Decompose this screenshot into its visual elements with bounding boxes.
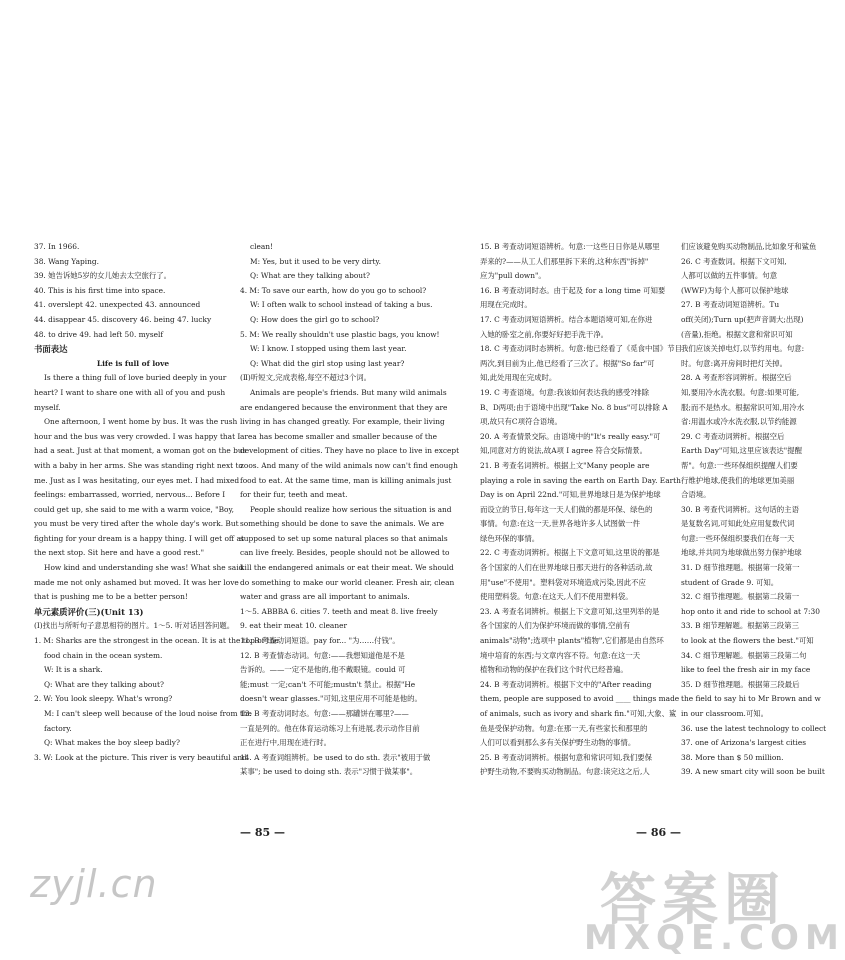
text-line: 22. C 考查动词辨析。根据上下文意可知,这里说的都是	[480, 548, 660, 558]
text-line: 27. B 考查动词短语辨析。Tu	[681, 300, 780, 310]
text-line: 9. eat their meat 10. cleaner	[240, 621, 348, 631]
text-line: 书面表达	[34, 344, 68, 355]
text-line: off(关闭);Turn up(把声音调大;出现)	[681, 314, 804, 324]
text-line: could get up, she said to me with a warm voice, "Boy,	[34, 504, 234, 514]
watermark-left: zyjl.cn	[30, 862, 158, 906]
text-line: 应为"pull down"。	[480, 271, 546, 281]
page-number-left: — 85 —	[240, 826, 285, 839]
text-line: (Ⅰ)找出与所听句子意思相符的图片。1～5. 听对话回答问题。	[34, 621, 235, 631]
text-line: (WWF)为每个人都可以保护地球	[681, 285, 789, 295]
page-86-column-2	[681, 240, 827, 820]
text-line: 23. A 考查名词辨析。根据上下文意可知,这里列举的是	[480, 606, 660, 616]
text-line: 36. use the latest technology to collect	[681, 723, 827, 733]
text-line: 39. 她告诉她5岁的女儿她去太空旅行了。	[34, 271, 172, 281]
text-line: 40. This is his first time into space.	[34, 285, 166, 295]
text-line: the next stop. Sit here and have a good rest."	[34, 548, 205, 558]
text-line: 38. More than $ 50 million.	[681, 752, 784, 762]
text-line: 37. one of Arizona's largest cities	[681, 738, 807, 748]
text-line: 服;而不是热水。根据常识可知,用冷水	[681, 402, 805, 412]
text-line: 行维护地球,使我们的地球更加美丽	[681, 475, 795, 485]
text-line: 32. C 细节推理题。根据第二段第一	[681, 592, 800, 602]
text-line: 19. C 考查语境。句意:我该如何表达我的感受?排除	[480, 387, 649, 397]
text-line: 1. M: Sharks are the strongest in the ocean. It is at the top of the	[34, 636, 279, 646]
text-line: supposed to set up some natural places so that animals	[240, 533, 448, 543]
text-line: 41. overslept 42. unexpected 43. announced	[34, 300, 201, 310]
text-line: hop onto it and ride to school at 7:30	[681, 606, 820, 616]
text-line: W: I often walk to school instead of taking a bus.	[250, 300, 433, 310]
text-line: 21. B 考查名词辨析。根据上文"Many people are	[480, 460, 650, 470]
text-line: 44. disappear 45. discovery 46. being 47. lucky	[34, 314, 212, 324]
text-line: 项,故只有C项符合语境。	[480, 417, 562, 427]
text-line: fighting for your dream is a happy thing. I will get off at	[34, 533, 244, 543]
text-line: animals"动物";选项中 plants"植物",它们都是由自然环	[480, 636, 664, 646]
text-line: 知,要用冷水洗衣服。句意:如果可能,	[681, 387, 800, 397]
text-line: living in has changed greatly. For example, their living	[240, 417, 445, 427]
text-line: 29. C 考查动词辨析。根据空后	[681, 431, 785, 441]
text-line: Q: What did the girl stop using last year?	[250, 358, 405, 368]
text-line: made me not only ashamed but moved. It was her love	[34, 577, 239, 587]
text-line: 33. B 细节理解题。根据第三段第三	[681, 621, 799, 631]
text-line: 35. D 细节推理题。根据第三段最后	[681, 679, 800, 689]
text-line: Earth Day"可知,这里应该表达"提醒	[681, 446, 802, 456]
text-line: 知,同意对方的说法,故A项 I agree 符合交际情景。	[480, 446, 648, 456]
text-line: Q: What makes the boy sleep badly?	[44, 738, 180, 748]
text-line: development of cities. They have no place to live in except	[240, 446, 460, 456]
text-line: 5. M: We really shouldn't use plastic bags, you know!	[240, 329, 440, 339]
text-line: playing a role in saving the earth on Earth Day. Earth	[480, 475, 681, 485]
text-line: 知,此处用现在完成时。	[480, 373, 557, 383]
page-85-column-2	[240, 240, 460, 820]
text-line: 而设立的节日,每年这一天人们做的都是环保、绿色的	[480, 504, 653, 514]
text-line: 39. A new smart city will soon be built	[681, 767, 825, 777]
text-line: are endangered because the environment that they are	[240, 402, 448, 412]
text-line: 4. M: To save our earth, how do you go to school?	[240, 285, 427, 295]
text-line: 时。句意:离开房间时把灯关掉。	[681, 358, 787, 368]
text-line: B、D两项;由于语境中出现"Take No. 8 bus"可以排除 A	[480, 402, 668, 412]
page-86-column-1	[480, 240, 682, 820]
text-line: 人都可以做的五件事情。句意	[681, 271, 778, 281]
page-number-right: — 86 —	[636, 826, 681, 839]
text-line: 16. B 考查动词时态。由于起及 for a long time 可知要	[480, 285, 666, 295]
text-line: 人们可以看到那么多有关保护野生动物的事情。	[480, 738, 636, 748]
text-line: them, people are supposed to avoid ____ things made	[480, 694, 680, 704]
text-line: M: Yes, but it used to be very dirty.	[250, 256, 381, 266]
text-line: 弄来的?——从工人们那里拆下来的,这种东西"拆掉"	[480, 256, 649, 266]
text-line: doesn't wear glasses."可知,这里应用不可能是他的。	[240, 694, 422, 704]
text-line: W: It is a shark.	[44, 665, 103, 675]
text-line: do something to make our world cleaner. Fresh air, clean	[240, 577, 455, 587]
text-line: 某事"; be used to doing sth. 表示"习惯于做某事"。	[240, 767, 418, 777]
watermark-right-url: MXQE.COM	[584, 918, 845, 958]
text-line: Life is full of love	[96, 358, 170, 368]
text-line: myself.	[34, 402, 61, 412]
text-line: 告诉的。——一定不是他的,他不戴眼镜。could 可	[240, 665, 406, 675]
text-line: 单元素质评价(三)(Unit 13)	[34, 606, 144, 617]
text-line: 20. A 考查情景交际。由语境中的"It's really easy."可	[480, 431, 661, 441]
text-line: area has become smaller and smaller because of the	[240, 431, 437, 441]
text-line: 使用塑料袋。句意:在这天,人们不使用塑料袋。	[480, 592, 633, 602]
text-line: 护野生动物,不要购买动物制品。句意:读完这之后,人	[480, 767, 650, 777]
text-line: that is pushing me to be a better person!	[34, 592, 188, 602]
text-line: 我们应该关掉电灯,以节约用电。句意:	[681, 344, 805, 354]
text-line: clean!	[250, 242, 274, 251]
text-line: feelings: embarrassed, worried, nervous... Before I	[34, 490, 226, 500]
text-line: 句意:一些环保组织要我们在每一天	[681, 533, 795, 543]
text-line: food to eat. At the same time, man is killing animals just	[240, 475, 452, 485]
text-line: zoos. And many of the wild animals now can't find enough	[240, 460, 458, 470]
text-line: student of Grade 9. 可知。	[681, 577, 779, 587]
text-line: 各个国家的人们为保护环境而做的事情,空前有	[480, 621, 631, 631]
text-line: to look at the flowers the best."可知	[681, 636, 814, 646]
text-line: 25. B 考查动词辨析。根据句意和常识可知,我们要保	[480, 752, 653, 762]
text-line: 帮"。句意:一些环保组织提醒人们要	[681, 460, 798, 470]
text-line: 用现在完成时。	[480, 300, 532, 310]
text-line: How kind and understanding she was! What she said	[44, 563, 244, 573]
text-line: 12. B 考查情态动词。句意:——我想知道他是不是	[240, 650, 405, 660]
text-line: 15. B 考查动词短语辨析。句意:一这些日日你是从哪里	[480, 242, 660, 251]
text-line: Q: What are they talking about?	[44, 679, 164, 689]
text-line: 17. C 考查动词短语辨析。结合本题语境可知,在你进	[480, 314, 653, 324]
text-line: 们应该避免购买动物制品,比如象牙和鲨鱼	[681, 242, 817, 251]
text-line: One afternoon, I went home by bus. It was the rush	[44, 417, 238, 427]
text-line: 28. A 考查形容词辨析。根据空后	[681, 373, 792, 383]
text-line: 省:用温水或冷水洗衣服,以节约能源	[681, 417, 797, 427]
text-line: of animals, such as ivory and shark fin."可知,大象、鲨	[480, 709, 677, 718]
text-line: 31. D 细节推理题。根据第一段第一	[681, 563, 800, 573]
text-line: can live freely. Besides, people should not be allowed to	[240, 548, 450, 558]
text-line: water and grass are all important to animals.	[240, 592, 410, 602]
text-line: 事情。句意:在这一天,世界各地许多人试图做一件	[480, 519, 641, 529]
text-line: the field to say hi to Mr Brown and w	[681, 694, 821, 704]
text-line: W: I know. I stopped using them last year.	[250, 344, 407, 354]
text-line: kill the endangered animals or eat their meat. We should	[240, 563, 454, 573]
text-line: 一直是列的。他在体育运动练习上有进展,表示动作目前	[240, 723, 420, 733]
text-line: 30. B 考查代词辨析。这句话的主语	[681, 504, 799, 514]
text-line: Animals are people's friends. But many wild animals	[250, 387, 447, 397]
text-line: 是复数名词,可知此处应用复数代词	[681, 519, 795, 529]
text-line: you must be very tired after the whole day's work. But	[34, 519, 239, 529]
text-line: 18. C 考查动词时态辨析。句意:他已经看了《觅食中国》节目	[480, 344, 682, 354]
text-line: 13. B 考查动词时态。句意:——那罐饼在哪里?——	[240, 709, 409, 718]
text-line: something should be done to save the animals. We are	[240, 519, 445, 529]
text-line: 用"use"不使用"。塑料袋对环境造成污染,因此不应	[480, 577, 646, 587]
text-line: 能;must 一定;can't 不可能;mustn't 禁止。根据"He	[240, 679, 416, 689]
text-line: 鱼是受保护动物。句意:在那一天,有些家长和那里的	[480, 723, 648, 733]
watermark-right-logo: 答案圈	[600, 868, 786, 933]
text-line: 两次,到目前为止,他已经看了三次了。根据"So far"可	[480, 358, 655, 368]
text-line: 1～5. ABBBA 6. cities 7. teeth and meat 8. live freely	[240, 606, 438, 616]
text-line: 境中培育的东西;与文章内容不符。句意:在这一天	[480, 650, 641, 660]
text-line: 正在进行中,用现在进行时。	[240, 738, 332, 748]
text-line: me. Just as I was hesitating, our eyes met. I had mixed	[34, 475, 240, 485]
text-line: 3. W: Look at the picture. This river is very beautiful and	[34, 752, 247, 762]
text-line: Is there a thing full of love buried deeply in your	[44, 373, 227, 383]
text-line: (Ⅱ)听短文,完成表格,每空不超过3个词。	[240, 373, 372, 383]
text-line: 24. B 考查动词辨析。根据下文中的"After reading	[480, 679, 652, 689]
text-line: factory.	[44, 723, 72, 733]
text-line: in our classroom.可知。	[681, 709, 769, 718]
text-line: like to feel the fresh air in my face	[681, 665, 811, 675]
text-line: 合语境。	[681, 490, 711, 500]
text-line: 48. to drive 49. had left 50. myself	[34, 329, 164, 339]
text-line: 14. A 考查词组辨析。be used to do sth. 表示"被用于做	[240, 752, 431, 762]
text-line: with a baby in her arms. She was standing right next to	[34, 460, 243, 470]
text-line: 11. B 考查动词短语。pay for... "为……付钱"。	[240, 636, 400, 646]
text-line: for their fur, teeth and meat.	[240, 490, 348, 500]
text-line: 入她的卧室之前,你要好好把手洗干净。	[480, 329, 608, 339]
text-line: Day is on April 22nd."可知,世界地球日是为保护地球	[480, 490, 661, 500]
text-line: (音量),拒绝。根据文意和常识可知	[681, 329, 793, 339]
text-line: hour and the bus was very crowded. I was happy that I	[34, 431, 241, 441]
text-line: M: I can't sleep well because of the loud noise from the	[44, 709, 252, 718]
text-line: heart? I want to share one with all of you and push	[34, 387, 226, 397]
text-line: 26. C 考查数词。根据下文可知,	[681, 256, 787, 266]
text-line: 各个国家的人们在世界地球日那天进行的各种活动,故	[480, 563, 653, 573]
text-line: 地球,并共同为地球做出努力保护地球	[681, 548, 802, 558]
text-line: Q: What are they talking about?	[250, 271, 370, 281]
text-line: 绿色环保的事情。	[480, 533, 540, 543]
text-line: 34. C 细节理解题。根据第三段第二句	[681, 650, 807, 660]
text-line: had a seat. Just at that moment, a woman got on the bus	[34, 446, 247, 456]
text-line: 38. Wang Yaping.	[34, 256, 99, 266]
text-line: food chain in the ocean system.	[44, 650, 163, 660]
text-line: 37. In 1966.	[34, 242, 80, 251]
text-line: 2. W: You look sleepy. What's wrong?	[34, 694, 173, 704]
text-line: Q: How does the girl go to school?	[250, 314, 380, 324]
text-line: 植物和动物的保护在我们这个时代已经普遍。	[480, 665, 628, 675]
text-line: People should realize how serious the situation is and	[250, 504, 452, 514]
